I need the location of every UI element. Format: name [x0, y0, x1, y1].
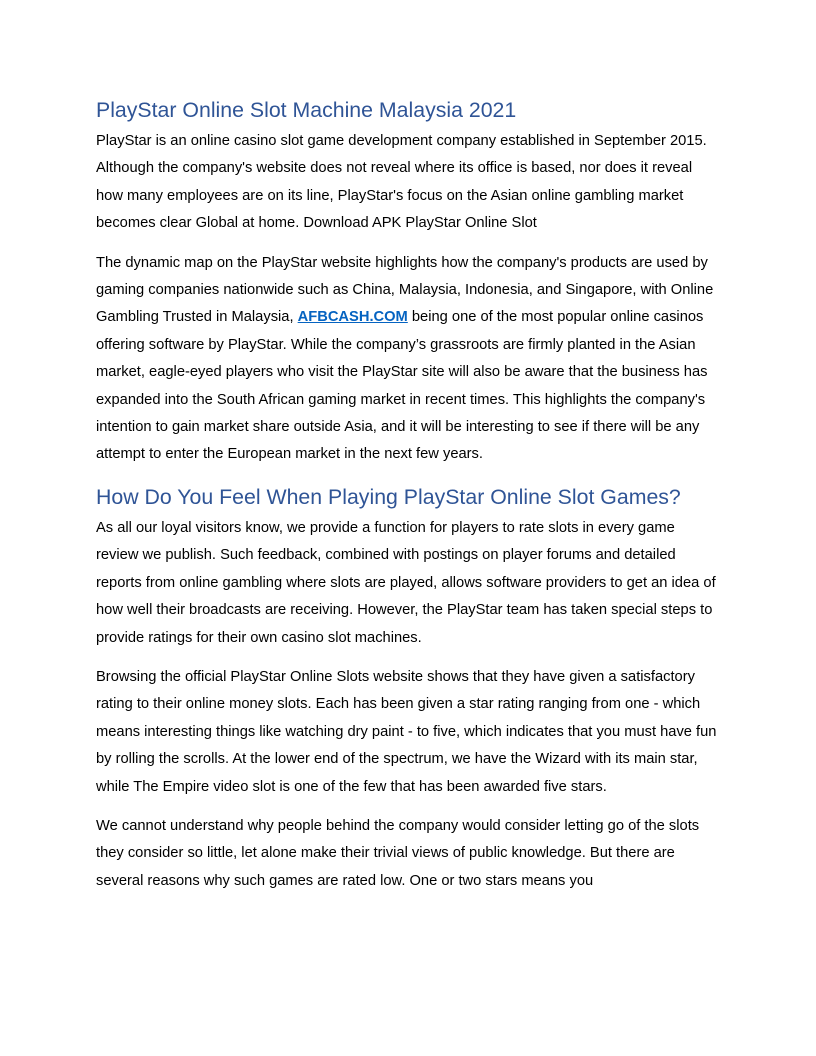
paragraph-dynamic-map — [96, 250, 720, 469]
paragraph-text: being one of the most popular online casinos offering software by PlayStar. While the company’s grassroots are firmly planted in the Asian market, eagle-eyed players who visit the PlayStar site will also be aware that the business has expanded into the South African gaming market in recent times. This highlights the company's intention to gain market share outside Asia, and it will be interesting to see if there will be any attempt to enter the European market in the next few years. — [96, 309, 708, 463]
paragraph-ratings-function: As all our loyal visitors know, we provide a function for players to rate slots in every game review we publish. Such feedback, combined with postings on player forums and detailed reports from online gambling where slots are played, allows software providers to get an idea of how well their broadcasts are receiving. However, the PlayStar team has taken special steps to provide ratings for their own casino slot machines. — [96, 519, 716, 646]
afbcash-link[interactable]: AFBCASH.COM — [297, 309, 408, 326]
paragraph-star-ratings: Browsing the official PlayStar Online Slots website shows that they have given a satisfactory rating to their online money slots. Each has been given a star rating ranging from one - which means interesting things like watching dry paint - to five, which indicates that you must have fun by rolling the scrolls. At the lower end of the spectrum, we have the Wizard with its main star, while The Empire video slot is one of the few that has been awarded five stars. — [96, 668, 717, 795]
document-page — [96, 96, 720, 907]
section-heading-playstar-malaysia: PlayStar Online Slot Machine Malaysia 2021 — [96, 98, 517, 122]
paragraph-text: The dynamic map on the PlayStar website highlights how the company's products are used by gaming companies nationwide such as China, Malaysia, Indonesia, and Singapore, with Online Gambling Trusted in Malaysia, — [96, 254, 714, 326]
section-heading-how-do-you-feel: How Do You Feel When Playing PlayStar Online Slot Games? — [96, 484, 681, 509]
paragraph-low-rated: We cannot understand why people behind the company would consider letting go of the slots they consider so little, let alone make their trivial views of public knowledge. But there are several reasons why such games are rated low. One or two stars means you — [96, 817, 700, 889]
paragraph-intro: PlayStar is an online casino slot game development company established in September 2015. Although the company's website does not reveal where its office is based, nor does it reveal how many employees are on its line, PlayStar's focus on the Asian online gambling market becomes clear Global at home. Download APK PlayStar Online Slot — [96, 133, 707, 232]
